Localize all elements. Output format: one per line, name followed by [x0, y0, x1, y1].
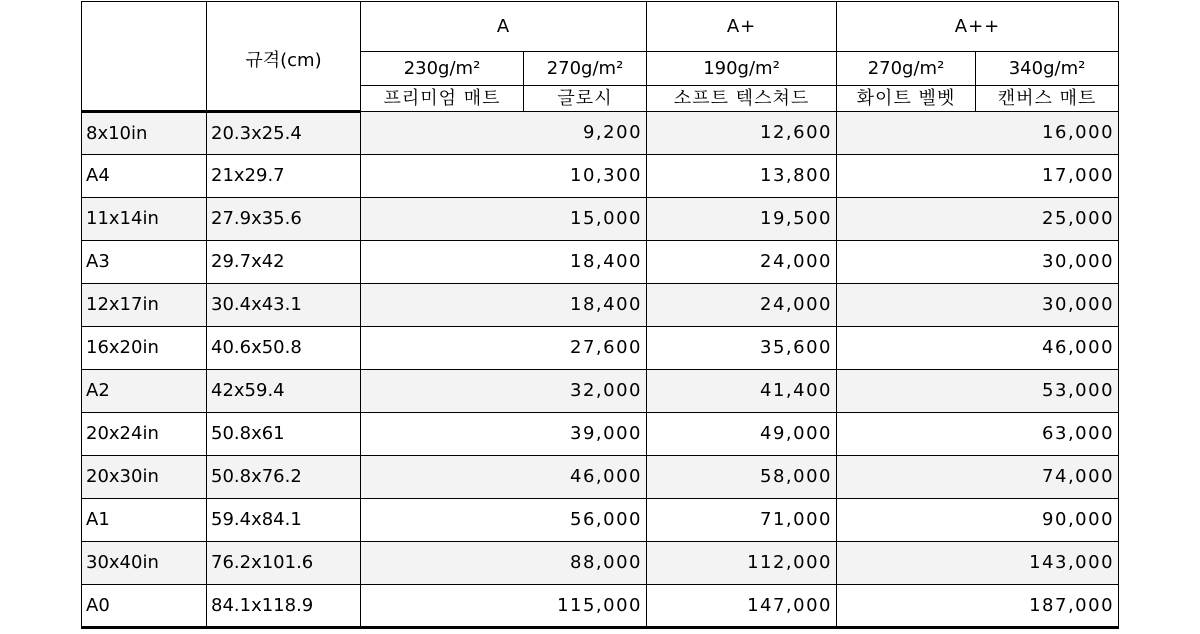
table-row	[82, 542, 1119, 585]
price-aplus-cell: 49,000	[647, 413, 837, 456]
price-table	[81, 1, 1119, 629]
size-cell: A2	[82, 370, 207, 413]
weight-header: 270g/m²	[837, 52, 976, 86]
cm-cell: 27.9x35.6	[207, 198, 361, 241]
cm-cell: 84.1x118.9	[207, 585, 361, 628]
cm-cell: 30.4x43.1	[207, 284, 361, 327]
table-row	[82, 327, 1119, 370]
size-cell: 20x30in	[82, 456, 207, 499]
cm-cell: 50.8x61	[207, 413, 361, 456]
cm-cell: 20.3x25.4	[207, 112, 361, 155]
price-aplus-cell: 19,500	[647, 198, 837, 241]
price-aplus-cell: 12,600	[647, 112, 837, 155]
weight-header: 340g/m²	[976, 52, 1119, 86]
size-cell: 8x10in	[82, 112, 207, 155]
price-a-cell: 15,000	[361, 198, 647, 241]
size-cell: 12x17in	[82, 284, 207, 327]
price-aplusplus-cell: 17,000	[837, 155, 1119, 198]
price-a-cell: 10,300	[361, 155, 647, 198]
paper-header: 글로시	[524, 86, 647, 112]
table-row	[82, 112, 1119, 155]
price-aplusplus-cell: 16,000	[837, 112, 1119, 155]
table-row	[82, 155, 1119, 198]
price-aplusplus-cell: 90,000	[837, 499, 1119, 542]
table-row	[82, 284, 1119, 327]
paper-header: 소프트 텍스쳐드	[647, 86, 837, 112]
price-a-cell: 56,000	[361, 499, 647, 542]
price-aplus-cell: 58,000	[647, 456, 837, 499]
size-cell: 20x24in	[82, 413, 207, 456]
table-row	[82, 456, 1119, 499]
price-aplusplus-cell: 74,000	[837, 456, 1119, 499]
paper-header: 캔버스 매트	[976, 86, 1119, 112]
price-aplusplus-cell: 30,000	[837, 284, 1119, 327]
paper-header: 화이트 벨벳	[837, 86, 976, 112]
size-cell: 16x20in	[82, 327, 207, 370]
price-a-cell: 39,000	[361, 413, 647, 456]
corner-cell	[82, 2, 207, 112]
weight-header: 190g/m²	[647, 52, 837, 86]
price-aplus-cell: 24,000	[647, 284, 837, 327]
cm-cell: 40.6x50.8	[207, 327, 361, 370]
price-aplus-cell: 71,000	[647, 499, 837, 542]
spec-header: 규격(cm)	[207, 2, 361, 112]
price-aplus-cell: 13,800	[647, 155, 837, 198]
price-a-cell: 46,000	[361, 456, 647, 499]
price-aplusplus-cell: 30,000	[837, 241, 1119, 284]
size-cell: A0	[82, 585, 207, 628]
cm-cell: 76.2x101.6	[207, 542, 361, 585]
cm-cell: 42x59.4	[207, 370, 361, 413]
table-row	[82, 241, 1119, 284]
cm-cell: 59.4x84.1	[207, 499, 361, 542]
table-row	[82, 370, 1119, 413]
price-a-cell: 18,400	[361, 241, 647, 284]
weight-header: 230g/m²	[361, 52, 524, 86]
grade-aplus-header: A+	[647, 2, 837, 52]
size-cell: A1	[82, 499, 207, 542]
table-row	[82, 499, 1119, 542]
price-a-cell: 9,200	[361, 112, 647, 155]
price-a-cell: 88,000	[361, 542, 647, 585]
price-aplus-cell: 24,000	[647, 241, 837, 284]
price-a-cell: 115,000	[361, 585, 647, 628]
cm-cell: 29.7x42	[207, 241, 361, 284]
price-aplusplus-cell: 63,000	[837, 413, 1119, 456]
price-aplus-cell: 35,600	[647, 327, 837, 370]
size-cell: 11x14in	[82, 198, 207, 241]
weight-header: 270g/m²	[524, 52, 647, 86]
price-aplusplus-cell: 53,000	[837, 370, 1119, 413]
grade-a-header: A	[361, 2, 647, 52]
grade-aplusplus-header: A++	[837, 2, 1119, 52]
cm-cell: 21x29.7	[207, 155, 361, 198]
table-row	[82, 198, 1119, 241]
size-cell: A3	[82, 241, 207, 284]
price-aplusplus-cell: 25,000	[837, 198, 1119, 241]
size-cell: 30x40in	[82, 542, 207, 585]
price-a-cell: 27,600	[361, 327, 647, 370]
price-aplus-cell: 41,400	[647, 370, 837, 413]
size-cell: A4	[82, 155, 207, 198]
table-row	[82, 413, 1119, 456]
paper-header: 프리미엄 매트	[361, 86, 524, 112]
price-a-cell: 32,000	[361, 370, 647, 413]
price-aplusplus-cell: 143,000	[837, 542, 1119, 585]
price-aplus-cell: 147,000	[647, 585, 837, 628]
price-aplus-cell: 112,000	[647, 542, 837, 585]
price-aplusplus-cell: 46,000	[837, 327, 1119, 370]
table-row	[82, 585, 1119, 628]
cm-cell: 50.8x76.2	[207, 456, 361, 499]
price-aplusplus-cell: 187,000	[837, 585, 1119, 628]
price-a-cell: 18,400	[361, 284, 647, 327]
